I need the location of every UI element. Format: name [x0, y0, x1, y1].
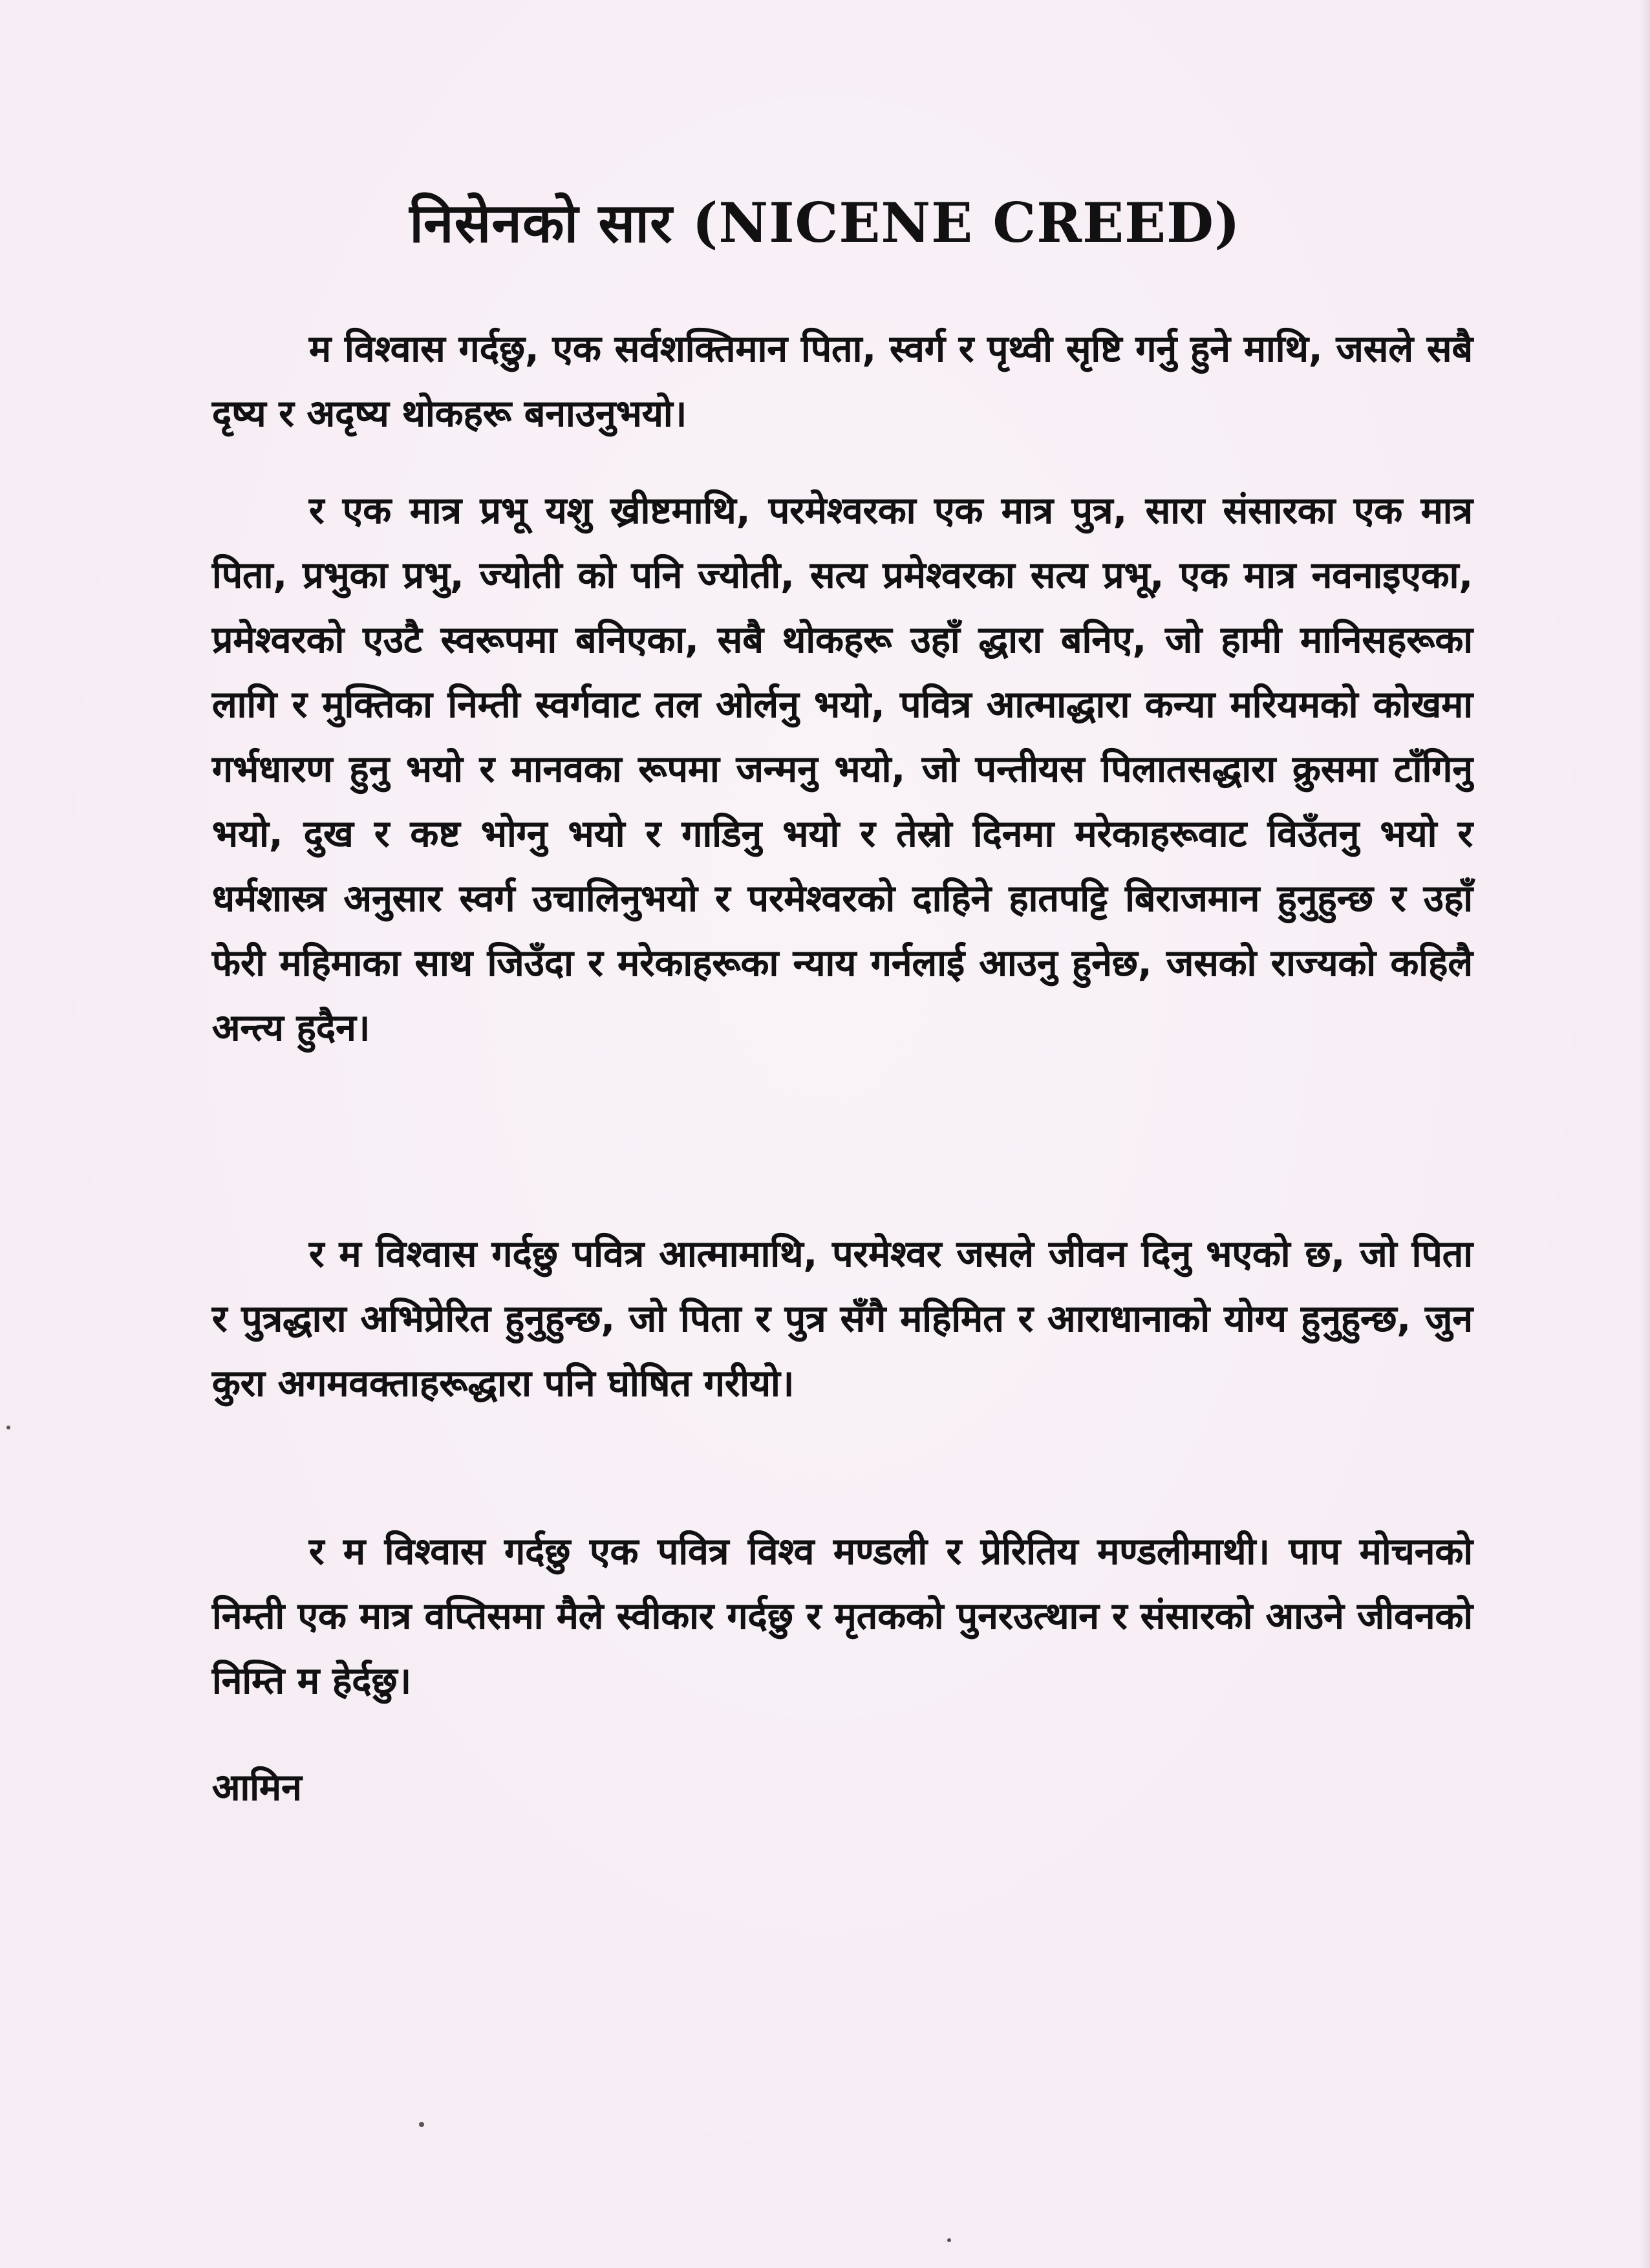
paragraph-text: म विश्वास गर्दछु, एक सर्वशक्तिमान पिता, स्वर्ग र पृथ्वी सृष्टि गर्नु हुने माथि, जसले सबै दृष्य र अदृष्य थोकहरू बनाउनुभयो।: [212, 328, 1473, 435]
document-title: निसेनको सार (NICENE CREED): [409, 191, 1241, 255]
paragraph-text: र म विश्वास गर्दछु पवित्र आत्मामाथि, परमेश्वर जसले जीवन दिनु भएको छ, जो पिता र पुत्रद्धारा अभिप्रेरित हुनुहुन्छ, जो पिता र पुत्र सँगै महिमित र आराधानाको योग्य हुनुहुन्छ, जुन कुरा अगमवक्ताहरूद्धारा पनि घोषित गरीयो।: [212, 1233, 1473, 1405]
scan-speck: [419, 2122, 424, 2127]
creed-paragraph-1: [212, 317, 1473, 446]
scan-edge-shadow: [1641, 0, 1650, 2268]
creed-paragraph-3: [212, 1222, 1473, 1416]
closing-amen: आमिन: [212, 1766, 302, 1809]
scan-speck: [6, 1426, 10, 1429]
scan-speck: [947, 2238, 951, 2242]
paragraph-text: र म विश्वास गर्दछु एक पवित्र विश्व मण्डली र प्रेरितिय मण्डलीमाथी। पाप मोचनको निम्ती एक मात्र वप्तिसमा मैले स्वीकार गर्दछु र मृतकको पुनरउत्थान र संसारको आउने जीवनको निम्ति म हेर्दछु।: [212, 1530, 1473, 1702]
creed-paragraph-2: [212, 478, 1473, 1060]
creed-paragraph-4: [212, 1519, 1473, 1713]
paragraph-text: र एक मात्र प्रभू यशु ख्रीष्टमाथि, परमेश्वरका एक मात्र पुत्र, सारा संसारका एक मात्र पिता, प्रभुका प्रभु, ज्योती को पनि ज्योती, सत्य प्रमेश्वरका सत्य प्रभू, एक मात्र नवनाइएका, प्रमेश्वरको एउटै स्वरूपमा बनिएका, सबै थोकहरू उहाँ द्धारा बनिए, जो हामी मानिसहरूका लागि र मुक्तिका निम्ती स्वर्गवाट तल ओर्लनु भयो, पवित्र आत्माद्धारा कन्या मरियमको कोखमा गर्भधारण हुनु भयो र मानवका रूपमा जन्मनु भयो, जो पन्तीयस पिलातसद्धारा क्रुसमा टाँगिनु भयो, दुख र कष्ट भोग्नु भयो र गाडिनु भयो र तेस्रो दिनमा मरेकाहरूवाट विउँतनु भयो र धर्मशास्त्र अनुसार स्वर्ग उचालिनुभयो र परमेश्वरको दाहिने हातपट्टि बिराजमान हुनुहुन्छ र उहाँ फेरी महिमाका साथ जिउँदा र मरेकाहरूका न्याय गर्नलाई आउनु हुनेछ, जसको राज्यको कहिलै अन्त्य हुदैन।: [212, 489, 1473, 1049]
